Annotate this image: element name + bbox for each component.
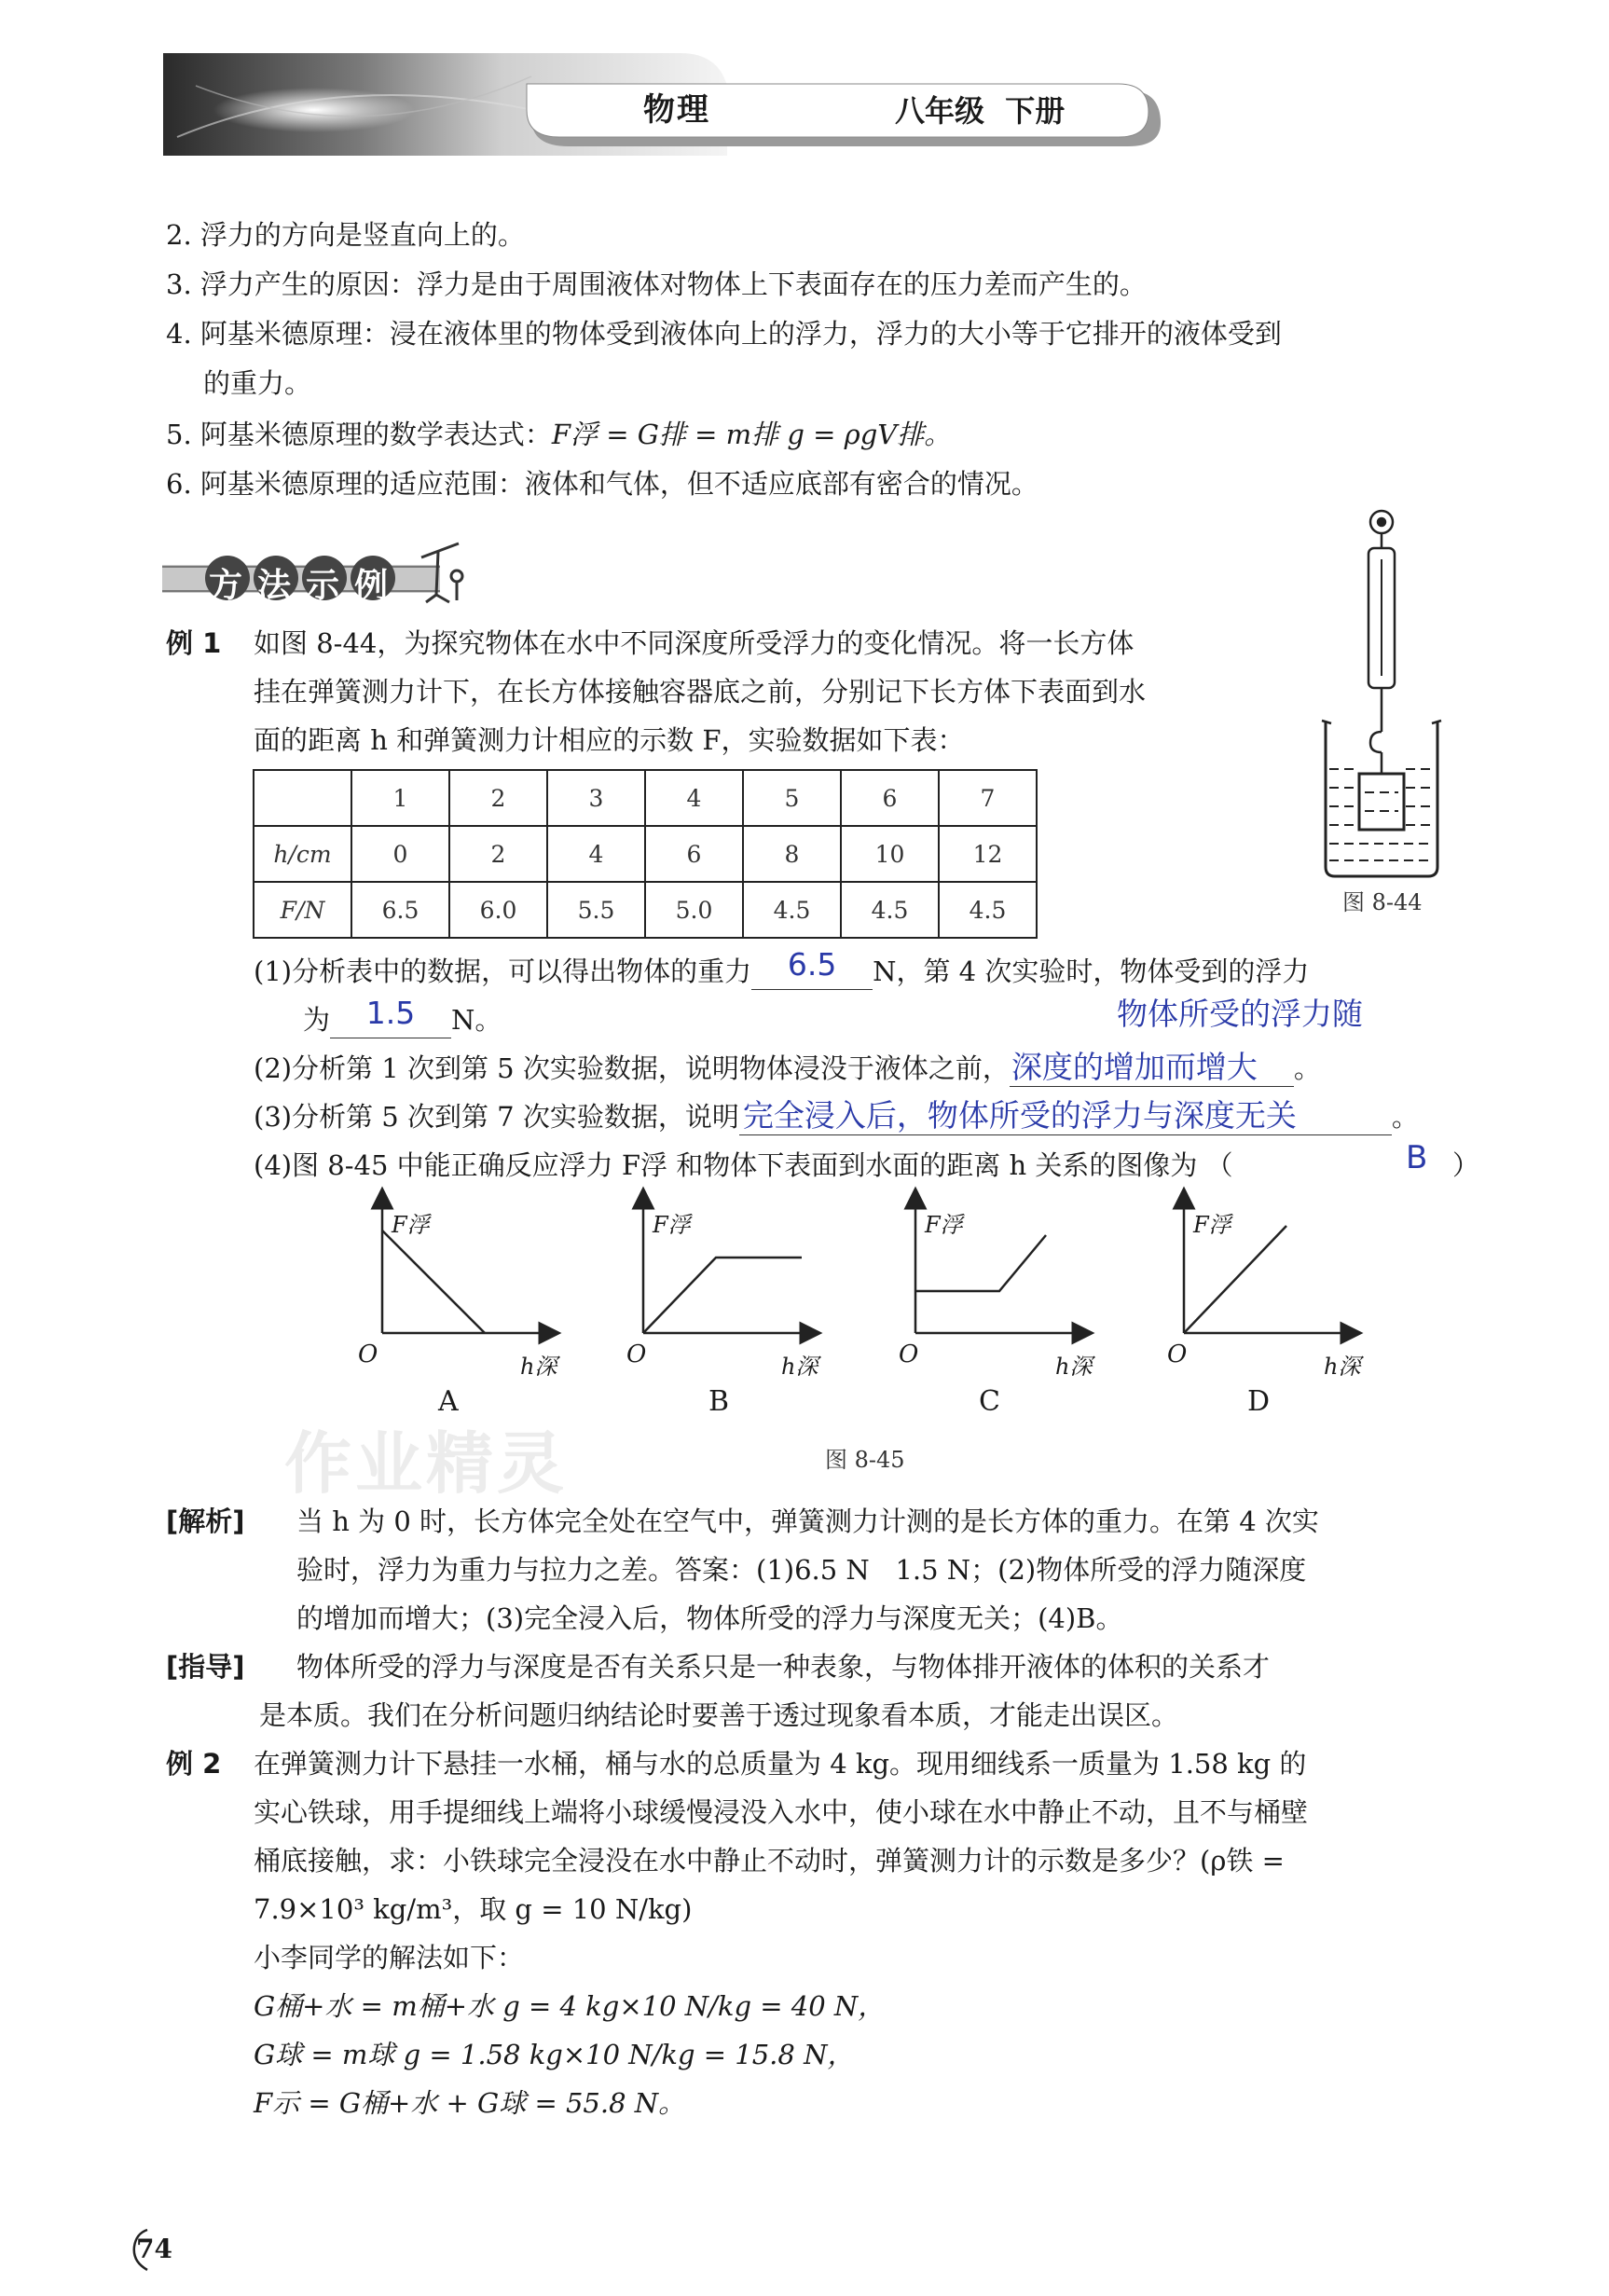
- example2-line2: 实心铁球，用手提细线上端将小球缓慢浸没入水中，使小球在水中静止不动，且不与桶壁: [254, 1796, 1309, 1828]
- answer-q2-line1: 物体所受的浮力随: [1117, 996, 1363, 1032]
- section-banner: [160, 539, 477, 604]
- graph-a-line: [382, 1230, 485, 1333]
- answer-q2-blank[interactable]: [1010, 1049, 1294, 1087]
- table-cell: 10: [841, 826, 939, 882]
- point-4: 4. 阿基米德原理：浸在液体里的物体受到液体向上的浮力，浮力的大小等于它排开的液体受到: [166, 318, 1282, 350]
- header-banner: [158, 48, 1165, 156]
- table-cell: h/cm: [254, 826, 351, 882]
- example2-label: 例 2: [166, 1748, 222, 1780]
- point-5-formula: F浮 = G排 = m排 g = ρgV排。: [551, 419, 952, 450]
- table-cell: 6: [645, 826, 743, 882]
- answer-q2-line2: 深度的增加而增大: [1011, 1049, 1258, 1085]
- question-1-cont: [303, 995, 502, 1038]
- graph-a-xlabel: h深: [520, 1354, 557, 1380]
- graph-a-origin: O: [358, 1340, 378, 1368]
- table-row: [254, 882, 1037, 938]
- table-cell: 5.5: [547, 882, 645, 938]
- q3-period: 。: [1391, 1101, 1419, 1133]
- q2-period: 。: [1293, 1052, 1321, 1084]
- spring-scale-illustration: [1305, 503, 1445, 914]
- answer-buoyancy-blank[interactable]: [330, 995, 451, 1038]
- table-cell: 2: [449, 770, 547, 826]
- watermark: 作业精灵: [284, 1424, 569, 1503]
- q1-text-b: N，第 4 次实验时，物体受到的浮力: [873, 956, 1310, 987]
- section-banner-text: 方法示例: [209, 567, 404, 605]
- graph-d-line: [1184, 1226, 1286, 1333]
- solution-line2: G球 = m球 g = 1.58 kg×10 N/kg = 15.8 N，: [254, 2039, 855, 2070]
- table-cell: 5: [743, 770, 841, 826]
- question-2: [254, 1050, 1321, 1087]
- table-cell: 5.0: [645, 882, 743, 938]
- answer-q3: 完全浸入后，物体所受的浮力与深度无关: [742, 1097, 1297, 1134]
- table-cell: 1: [351, 770, 449, 826]
- point-2: 2. 浮力的方向是竖直向上的。: [166, 219, 525, 251]
- graph-b-option: B: [708, 1385, 730, 1418]
- example1-label: 例 1: [166, 627, 222, 659]
- guide-line2: 是本质。我们在分析问题归纳结论时要善于透过现象看本质，才能走出误区。: [259, 1699, 1179, 1731]
- page-number: [127, 2228, 183, 2275]
- table-cell: 6.0: [449, 882, 547, 938]
- example2-line1: 在弹簧测力计下悬挂一水桶，桶与水的总质量为 4 kg。现用细线系一质量为 1.58 kg 的: [254, 1748, 1307, 1780]
- q3-text: (3)分析第 5 次到第 7 次实验数据，说明: [254, 1101, 739, 1133]
- point-3: 3. 浮力产生的原因：浮力是由于周围液体对物体上下表面存在的压力差而产生的。: [166, 268, 1147, 300]
- table-cell: 6.5: [351, 882, 449, 938]
- graph-d-ylabel: F浮: [1193, 1212, 1231, 1238]
- table-cell: 4: [547, 826, 645, 882]
- page-number-text: 74: [136, 2234, 172, 2264]
- table-cell: 8: [743, 826, 841, 882]
- q4-end: ）: [1452, 1149, 1480, 1181]
- table-header-row: [254, 770, 1037, 826]
- analysis-label: [解析]: [166, 1505, 245, 1537]
- graph-d-origin: O: [1167, 1340, 1188, 1368]
- subject-title: 物理: [643, 91, 710, 129]
- table-row: [254, 826, 1037, 882]
- figure-8-44: [1305, 503, 1445, 914]
- guide-line1: 物体所受的浮力与深度是否有关系只是一种表象，与物体排开液体的体积的关系才: [296, 1651, 1271, 1683]
- graph-a-ylabel: F浮: [392, 1212, 430, 1238]
- answer-buoyancy: 1.5: [365, 995, 416, 1031]
- graph-a-option: A: [438, 1385, 459, 1418]
- table-cell: 4.5: [841, 882, 939, 938]
- graph-b-xlabel: h深: [781, 1354, 818, 1380]
- analysis-line3: 的增加而增大；(3)完全浸入后，物体所受的浮力与深度无关；(4)B。: [296, 1602, 1123, 1634]
- point-6: 6. 阿基米德原理的适应范围：液体和气体，但不适应底部有密合的情况。: [166, 468, 1038, 500]
- question-4: [254, 1147, 1233, 1184]
- graphs-svg: [345, 1184, 1398, 1426]
- example2-line5: 小李同学的解法如下：: [254, 1942, 525, 1973]
- answer-gravity: 6.5: [787, 946, 837, 983]
- graph-d-xlabel: h深: [1324, 1354, 1361, 1380]
- example2-line4: 7.9×10³ kg/m³，取 g = 10 N/kg): [254, 1893, 693, 1925]
- table-cell: 6: [841, 770, 939, 826]
- table-cell: 12: [939, 826, 1037, 882]
- figure-8-45: [345, 1184, 1398, 1426]
- q1-text-d: N。: [451, 1004, 502, 1036]
- graph-d-option: D: [1247, 1385, 1271, 1418]
- graph-c-origin: O: [899, 1340, 919, 1368]
- table-cell: F/N: [254, 882, 351, 938]
- q1-text-a: (1)分析表中的数据，可以得出物体的重力: [254, 956, 752, 987]
- graph-b-origin: O: [626, 1340, 647, 1368]
- analysis-line1: 当 h 为 0 时，长方体完全处在空气中，弹簧测力计测的是长方体的重力。在第 4 次实: [296, 1505, 1319, 1537]
- figure-8-45-caption: 图 8-45: [825, 1447, 905, 1473]
- graph-c-ylabel: F浮: [925, 1212, 963, 1238]
- graph-b-ylabel: F浮: [653, 1212, 691, 1238]
- answer-q4: B: [1406, 1139, 1428, 1176]
- example2-line3: 桶底接触，求：小铁球完全浸没在水中静止不动时，弹簧测力计的示数是多少？(ρ铁 =: [254, 1845, 1285, 1877]
- table-cell: 2: [449, 826, 547, 882]
- table-cell: 3: [547, 770, 645, 826]
- answer-q3-blank[interactable]: [739, 1097, 1392, 1135]
- graph-b-line: [643, 1258, 802, 1333]
- example1-line1: 如图 8-44，为探究物体在水中不同深度所受浮力的变化情况。将一长方体: [254, 627, 1135, 659]
- table-cell: [254, 770, 351, 826]
- data-table: [253, 769, 1038, 939]
- question-1: [254, 946, 1310, 990]
- graph-c-xlabel: h深: [1055, 1354, 1093, 1380]
- grade-label: 八年级 下册: [895, 93, 1066, 129]
- point-4-cont: 的重力。: [203, 367, 312, 399]
- answer-gravity-blank[interactable]: [751, 946, 873, 990]
- example1-line2: 挂在弹簧测力计下，在长方体接触容器底之前，分别记下长方体下表面到水: [254, 676, 1147, 708]
- point-5-prefix: 5. 阿基米德原理的数学表达式：: [166, 419, 552, 450]
- q2-text: (2)分析第 1 次到第 5 次实验数据，说明物体浸没于液体之前，: [254, 1052, 1010, 1084]
- table-cell: 4: [645, 770, 743, 826]
- table-cell: 4.5: [743, 882, 841, 938]
- graph-c-option: C: [979, 1385, 1000, 1418]
- solution-line3: F示 = G桶+水 + G球 = 55.8 N。: [254, 2087, 686, 2119]
- table-cell: 7: [939, 770, 1037, 826]
- graph-c-line: [915, 1235, 1046, 1291]
- q4-text: (4)图 8-45 中能正确反应浮力 F浮 和物体下表面到水面的距离 h 关系的图像为 （: [254, 1149, 1233, 1181]
- solution-line1: G桶+水 = m桶+水 g = 4 kg×10 N/kg = 40 N，: [254, 1990, 886, 2022]
- table-cell: 4.5: [939, 882, 1037, 938]
- analysis-line2: 验时，浮力为重力与拉力之差。答案：(1)6.5 N 1.5 N；(2)物体所受的浮力随深度: [296, 1554, 1307, 1586]
- question-3: [254, 1098, 1419, 1135]
- guide-label: [指导]: [166, 1651, 245, 1683]
- point-5: [166, 416, 951, 453]
- q1-text-c: 为: [303, 1004, 331, 1036]
- figure-8-44-caption: 图 8-44: [1342, 889, 1423, 915]
- example1-line3: 面的距离 h 和弹簧测力计相应的示数 F，实验数据如下表：: [254, 724, 965, 756]
- table-cell: 0: [351, 826, 449, 882]
